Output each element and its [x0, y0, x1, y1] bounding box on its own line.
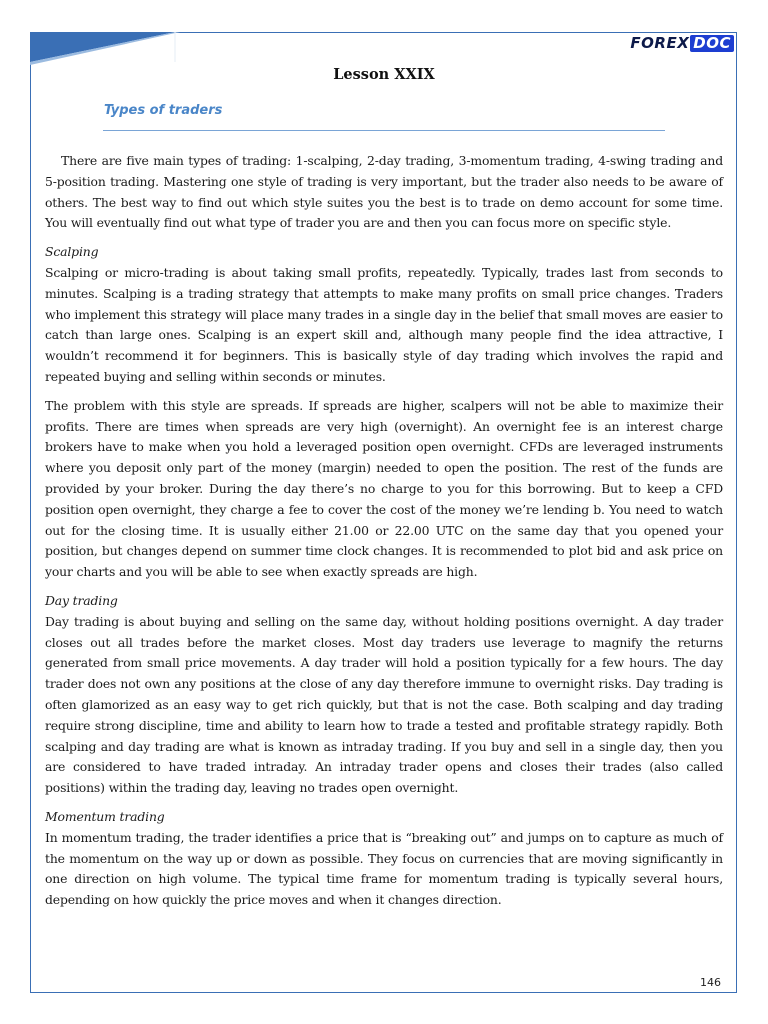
subheading-day-trading: Day trading: [45, 592, 118, 608]
intro-paragraph: There are five main types of trading: 1-scalping, 2-day trading, 3-momentum trading, 4-swing trading and 5-position trading. Mastering one style of trading is very important, but the trader also needs to be aware of others. The best way to find out which style suites you the best is to trade on demo account for some time. You will eventually find out what type of trader you are and then you can focus more on specific style.: [45, 153, 723, 231]
scalping-paragraph-1: Scalping or micro-trading is about taking small profits, repeatedly. Typically, trades last from seconds to minutes. Scalping is a trading strategy that attempts to make many profits on small price changes. Traders who implement this strategy will place many trades in a single day in the belief that small moves are easier to catch than large ones. Scalping is an expert skill and, although many people find the idea attractive, I wouldn’t recommend it for beginners. This is basically style of day trading which involves the rapid and repeated buying and selling within seconds or minutes.: [45, 264, 723, 384]
logo-text-forex: FOREX: [630, 34, 690, 52]
day-trading-paragraph: Day trading is about buying and selling on the same day, without holding positions overnight. A day trader closes out all trades before the market closes. Most day traders use leverage to magnify the returns generated from small price movements. A day trader will hold a position typically for a few hours. The day trader does not own any positions at the close of any day therefore immune to overnight risks. Day trading is often glamorized as an easy way to get rich quickly, but that is not the case. Both scalping and day trading require strong discipline, time and ability to learn how to trade a tested and profitable strategy rapidly. Both scalping and day trading are what is known as intraday trading. If you buy and sell in a single day, then you are considered to have traded intraday. An intraday trader opens and closes their trades (also called positions) within the trading day, leaving no trades open overnight.: [45, 613, 723, 796]
page-number: 146: [700, 976, 721, 989]
logo-text-doc: DOC: [690, 35, 734, 52]
lesson-body: [45, 151, 723, 919]
lesson-title: Lesson XXIX: [333, 66, 435, 83]
subheading-scalping: Scalping: [45, 244, 99, 260]
section-heading: Types of traders: [104, 103, 223, 118]
subheading-momentum-trading: Momentum trading: [45, 808, 165, 824]
scalping-paragraph-2: The problem with this style are spreads. If spreads are higher, scalpers will not be able to maximize their profits. There are times when spreads are very high (overnight). An overnight fee is an interest charge brokers have to make when you hold a leveraged position open overnight. CFDs are leveraged instruments where you deposit only part of the money (margin) needed to open the position. The rest of the funds are provided by your broker. During the day there’s no charge to you for this borrowing. But to keep a CFD position open overnight, they charge a fee to cover the cost of the money we’re lending b. You need to watch out for the closing time. It is usually either 21.00 or 22.00 UTC on the same day that you opened your position, but changes depend on summer time clock changes. It is recommended to plot bid and ask price on your charts and you will be able to see when exactly spreads are high.: [45, 397, 723, 580]
momentum-trading-paragraph: In momentum trading, the trader identifies a price that is “breaking out” and jumps on to capture as much of the momentum on the way up or down as possible. They focus on currencies that are moving significantly in one direction on high volume. The typical time frame for momentum trading is typically several hours, depending on how quickly the price moves and when it changes direction.: [45, 829, 723, 908]
forexdoc-logo: [630, 34, 734, 52]
section-divider: [103, 130, 665, 131]
